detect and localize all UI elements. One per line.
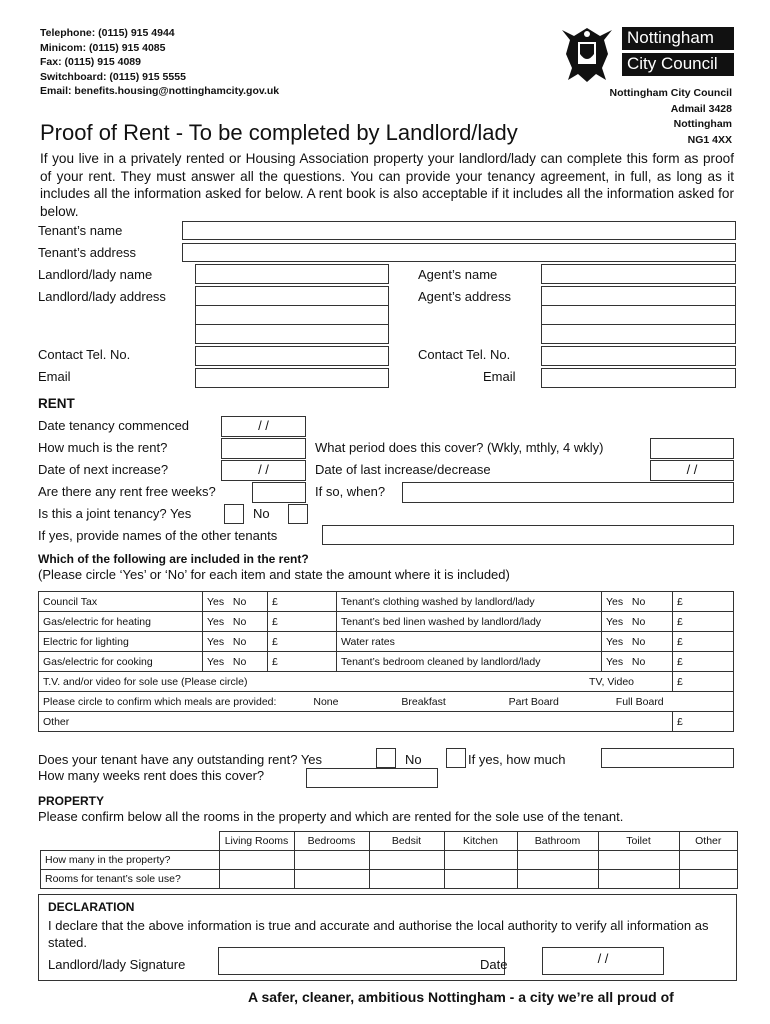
- footer-slogan: A safer, cleaner, ambitious Nottingham - a city we’re all proud of: [248, 989, 674, 1005]
- landlord-address-field-1[interactable]: [195, 286, 389, 306]
- tenant-name-label: Tenant’s name: [38, 223, 123, 238]
- meals-label: Please circle to confirm which meals are provided:: [43, 695, 277, 708]
- table-row: [39, 632, 734, 652]
- column-header: Bathroom: [517, 832, 598, 851]
- property-heading: PROPERTY: [38, 794, 105, 808]
- yes-option[interactable]: Yes: [207, 615, 225, 628]
- signature-field[interactable]: [218, 947, 508, 975]
- agent-name-field[interactable]: [541, 264, 736, 284]
- table-row: [41, 832, 738, 851]
- rent-period-label: What period does this cover? (Wkly, mthly, 4 wkly): [315, 440, 604, 455]
- minicom-text: Minicom: (0115) 915 4085: [40, 41, 166, 54]
- joint-no-checkbox[interactable]: [288, 504, 308, 524]
- joint-yes-checkbox[interactable]: [224, 504, 244, 524]
- other-label: Other: [39, 712, 673, 732]
- if-so-when-field[interactable]: [402, 482, 734, 503]
- outstanding-no-label: No: [405, 752, 422, 767]
- table-row: [41, 870, 738, 889]
- yes-option[interactable]: Yes: [606, 655, 624, 668]
- table-row: [39, 612, 734, 632]
- agent-address-field-2[interactable]: [541, 305, 736, 325]
- no-option[interactable]: No: [232, 655, 247, 668]
- amount-cell[interactable]: [268, 612, 337, 632]
- row-header: How many in the property?: [41, 851, 220, 870]
- landlord-name-field[interactable]: [195, 264, 389, 284]
- item-label: Tenant’s bedroom cleaned by landlord/lady: [337, 652, 602, 672]
- pound-sign: £: [272, 595, 278, 608]
- intro-paragraph: If you live in a privately rented or Housing Association property your landlord/lady can complete this form as proof of your rent. They must answer all the questions. You can provide your tenancy agreement, in full, as long as it includes all the information asked for below. A rent book is also acceptable if it includes all the information asked for below.: [40, 151, 734, 219]
- item-label: Water rates: [337, 632, 602, 652]
- last-increase-field[interactable]: [650, 460, 734, 481]
- address-line: Nottingham: [673, 118, 732, 130]
- amount-cell[interactable]: [268, 592, 337, 612]
- amount-cell[interactable]: [673, 672, 734, 692]
- meal-option-part-board[interactable]: Part Board: [508, 695, 559, 708]
- yes-no-cell[interactable]: [602, 652, 673, 672]
- table-row: [39, 712, 734, 732]
- column-header: Bedrooms: [294, 832, 369, 851]
- count-cell[interactable]: [219, 851, 294, 870]
- item-label: Tenant’s clothing washed by landlord/lady: [337, 592, 602, 612]
- no-option[interactable]: No: [232, 595, 247, 608]
- row-header: Rooms for tenant’s sole use?: [41, 870, 220, 889]
- property-table: [40, 831, 738, 889]
- rent-amount-label: How much is the rent?: [38, 440, 168, 455]
- coat-of-arms-icon: [556, 24, 618, 84]
- yes-option[interactable]: Yes: [207, 655, 225, 668]
- amount-cell[interactable]: [268, 632, 337, 652]
- column-header: Bedsit: [369, 832, 444, 851]
- outstanding-no-checkbox[interactable]: [446, 748, 466, 768]
- count-cell[interactable]: [369, 851, 444, 870]
- weeks-covered-label: How many weeks rent does this cover?: [38, 768, 265, 783]
- declaration-date-label: Date: [480, 957, 508, 972]
- meal-option-full-board[interactable]: Full Board: [615, 695, 664, 708]
- no-option[interactable]: No: [232, 635, 247, 648]
- address-line: NG1 4XX: [687, 133, 732, 146]
- switchboard-text: Switchboard: (0115) 915 5555: [40, 70, 186, 83]
- included-table: [38, 591, 734, 732]
- table-row: [39, 672, 734, 692]
- item-label: Tenant’s bed linen washed by landlord/lady: [337, 612, 602, 632]
- count-cell[interactable]: [598, 870, 679, 889]
- agent-contact-tel-field[interactable]: [541, 346, 736, 366]
- address-line: Nottingham City Council: [609, 87, 732, 99]
- item-label: Gas/electric for heating: [39, 612, 203, 632]
- count-cell[interactable]: [219, 870, 294, 889]
- email-field[interactable]: [195, 368, 389, 388]
- joint-no-label: No: [253, 506, 270, 521]
- count-cell[interactable]: [679, 870, 738, 889]
- count-cell[interactable]: [444, 870, 517, 889]
- pound-sign: £: [272, 655, 278, 668]
- declaration-heading: DECLARATION: [48, 900, 135, 914]
- table-row: [39, 652, 734, 672]
- amount-cell[interactable]: [673, 612, 734, 632]
- date-commenced-label: Date tenancy commenced: [38, 418, 190, 433]
- no-option[interactable]: No: [631, 655, 646, 668]
- column-header: Living Rooms: [219, 832, 294, 851]
- tenant-address-label: Tenant’s address: [38, 245, 137, 260]
- fax-text: Fax: (0115) 915 4089: [40, 56, 141, 69]
- no-option[interactable]: No: [232, 615, 247, 628]
- count-cell[interactable]: [517, 851, 598, 870]
- included-heading: Which of the following are included in the rent?: [38, 552, 309, 566]
- if-so-when-label: If so, when?: [315, 484, 386, 499]
- yes-option[interactable]: Yes: [606, 635, 624, 648]
- outstanding-amount-field[interactable]: [601, 748, 734, 768]
- date-slashes: / /: [258, 418, 269, 433]
- date-slashes: / /: [597, 951, 609, 966]
- item-label: Gas/electric for cooking: [39, 652, 203, 672]
- yes-no-cell[interactable]: [203, 632, 268, 652]
- no-option[interactable]: No: [631, 615, 646, 628]
- declaration-date-field[interactable]: [542, 947, 664, 975]
- declaration-box: [38, 894, 737, 981]
- agent-email-field[interactable]: [541, 368, 736, 388]
- date-slashes: / /: [258, 462, 269, 477]
- free-weeks-label: Are there any rent free weeks?: [38, 484, 216, 499]
- tenant-address-field[interactable]: [182, 243, 736, 262]
- agent-address-label: Agent’s address: [418, 289, 511, 304]
- declaration-text: I declare that the above information is true and accurate and authorise the local authority to verify all information as stated.: [48, 918, 709, 950]
- contact-details: [40, 26, 279, 99]
- yes-option[interactable]: Yes: [207, 595, 225, 608]
- date-commenced-field[interactable]: [221, 416, 306, 437]
- pound-sign: £: [677, 655, 683, 668]
- yes-no-cell[interactable]: [203, 592, 268, 612]
- agent-address-field-3[interactable]: [541, 324, 736, 344]
- item-label: Electric for lighting: [39, 632, 203, 652]
- column-header: Toilet: [598, 832, 679, 851]
- yes-no-cell[interactable]: [602, 612, 673, 632]
- meal-option-none[interactable]: None: [313, 695, 339, 708]
- tv-options[interactable]: TV, Video: [589, 675, 634, 688]
- contact-tel-field[interactable]: [195, 346, 389, 366]
- amount-cell[interactable]: [673, 712, 734, 732]
- landlord-address-field-3[interactable]: [195, 324, 389, 344]
- pound-sign: £: [272, 635, 278, 648]
- count-cell[interactable]: [369, 870, 444, 889]
- date-slashes: / /: [686, 462, 698, 477]
- outstanding-yes-checkbox[interactable]: [376, 748, 396, 768]
- tv-label: T.V. and/or video for sole use (Please circle): [43, 675, 248, 688]
- form-title: Proof of Rent - To be completed by Landlord/lady: [40, 120, 518, 145]
- council-logo: [556, 24, 736, 84]
- amount-cell[interactable]: [673, 592, 734, 612]
- yes-option[interactable]: Yes: [207, 635, 225, 648]
- telephone-text: Telephone: (0115) 915 4944: [40, 27, 175, 39]
- agent-name-label: Agent’s name: [418, 267, 498, 282]
- pound-sign: £: [677, 635, 683, 648]
- property-instruction: Please confirm below all the rooms in the property and which are rented for the sole use of the tenant.: [38, 809, 624, 824]
- corner-cell: [41, 832, 220, 851]
- pound-sign: £: [677, 675, 683, 688]
- other-tenants-field[interactable]: [322, 525, 734, 545]
- free-weeks-field[interactable]: [252, 482, 306, 503]
- pound-sign: £: [677, 715, 683, 728]
- pound-sign: £: [272, 615, 278, 628]
- meals-row: [39, 692, 734, 712]
- email-text: Email: benefits.housing@nottinghamcity.gov.uk: [40, 85, 280, 98]
- table-row: [39, 692, 734, 712]
- amount-cell[interactable]: [268, 652, 337, 672]
- yes-no-cell[interactable]: [203, 612, 268, 632]
- count-cell[interactable]: [679, 851, 738, 870]
- yes-no-cell[interactable]: [203, 652, 268, 672]
- rent-period-field[interactable]: [650, 438, 734, 459]
- yes-no-cell[interactable]: [602, 632, 673, 652]
- next-increase-label: Date of next increase?: [38, 462, 169, 477]
- contact-tel-label: Contact Tel. No.: [38, 347, 131, 362]
- column-header: Other: [679, 832, 738, 851]
- meal-option-breakfast[interactable]: Breakfast: [401, 695, 446, 708]
- rent-amount-field[interactable]: [221, 438, 306, 459]
- landlord-address-field-2[interactable]: [195, 305, 389, 325]
- address-line: Admail 3428: [670, 102, 732, 115]
- weeks-covered-field[interactable]: [306, 768, 438, 788]
- no-option[interactable]: No: [631, 635, 646, 648]
- agent-email-label: Email: [483, 369, 516, 384]
- agent-contact-tel-label: Contact Tel. No.: [418, 347, 511, 362]
- amount-cell[interactable]: [673, 632, 734, 652]
- tv-row[interactable]: [39, 672, 673, 692]
- yes-option[interactable]: Yes: [606, 615, 624, 628]
- next-increase-field[interactable]: [221, 460, 306, 481]
- included-subheading: (Please circle ‘Yes’ or ‘No’ for each item and state the amount where it is included): [38, 567, 510, 582]
- last-increase-label: Date of last increase/decrease: [315, 462, 491, 477]
- pound-sign: £: [677, 615, 683, 628]
- column-header: Kitchen: [444, 832, 517, 851]
- yes-no-cell[interactable]: [602, 592, 673, 612]
- yes-option[interactable]: Yes: [606, 595, 624, 608]
- table-row: [41, 851, 738, 870]
- count-cell[interactable]: [517, 870, 598, 889]
- council-address: [610, 86, 733, 148]
- outstanding-amount-label: If yes, how much: [468, 752, 566, 767]
- signature-label: Landlord/lady Signature: [48, 957, 186, 972]
- table-row: [39, 592, 734, 612]
- amount-cell[interactable]: [673, 652, 734, 672]
- landlord-name-label: Landlord/lady name: [38, 267, 153, 282]
- item-label: Council Tax: [39, 592, 203, 612]
- rent-heading: RENT: [38, 396, 75, 411]
- logo-city-council: City Council: [622, 53, 734, 76]
- count-cell[interactable]: [444, 851, 517, 870]
- joint-tenancy-label: Is this a joint tenancy? Yes: [38, 506, 192, 521]
- email-label: Email: [38, 369, 71, 384]
- no-option[interactable]: No: [631, 595, 646, 608]
- other-tenants-label: If yes, provide names of the other tenants: [38, 528, 278, 543]
- pound-sign: £: [677, 595, 683, 608]
- count-cell[interactable]: [598, 851, 679, 870]
- tenant-name-field[interactable]: [182, 221, 736, 240]
- count-cell[interactable]: [294, 870, 369, 889]
- logo-nottingham: Nottingham: [622, 27, 734, 50]
- landlord-address-label: Landlord/lady address: [38, 289, 166, 304]
- count-cell[interactable]: [294, 851, 369, 870]
- agent-address-field-1[interactable]: [541, 286, 736, 306]
- outstanding-rent-label: Does your tenant have any outstanding rent? Yes: [38, 752, 323, 767]
